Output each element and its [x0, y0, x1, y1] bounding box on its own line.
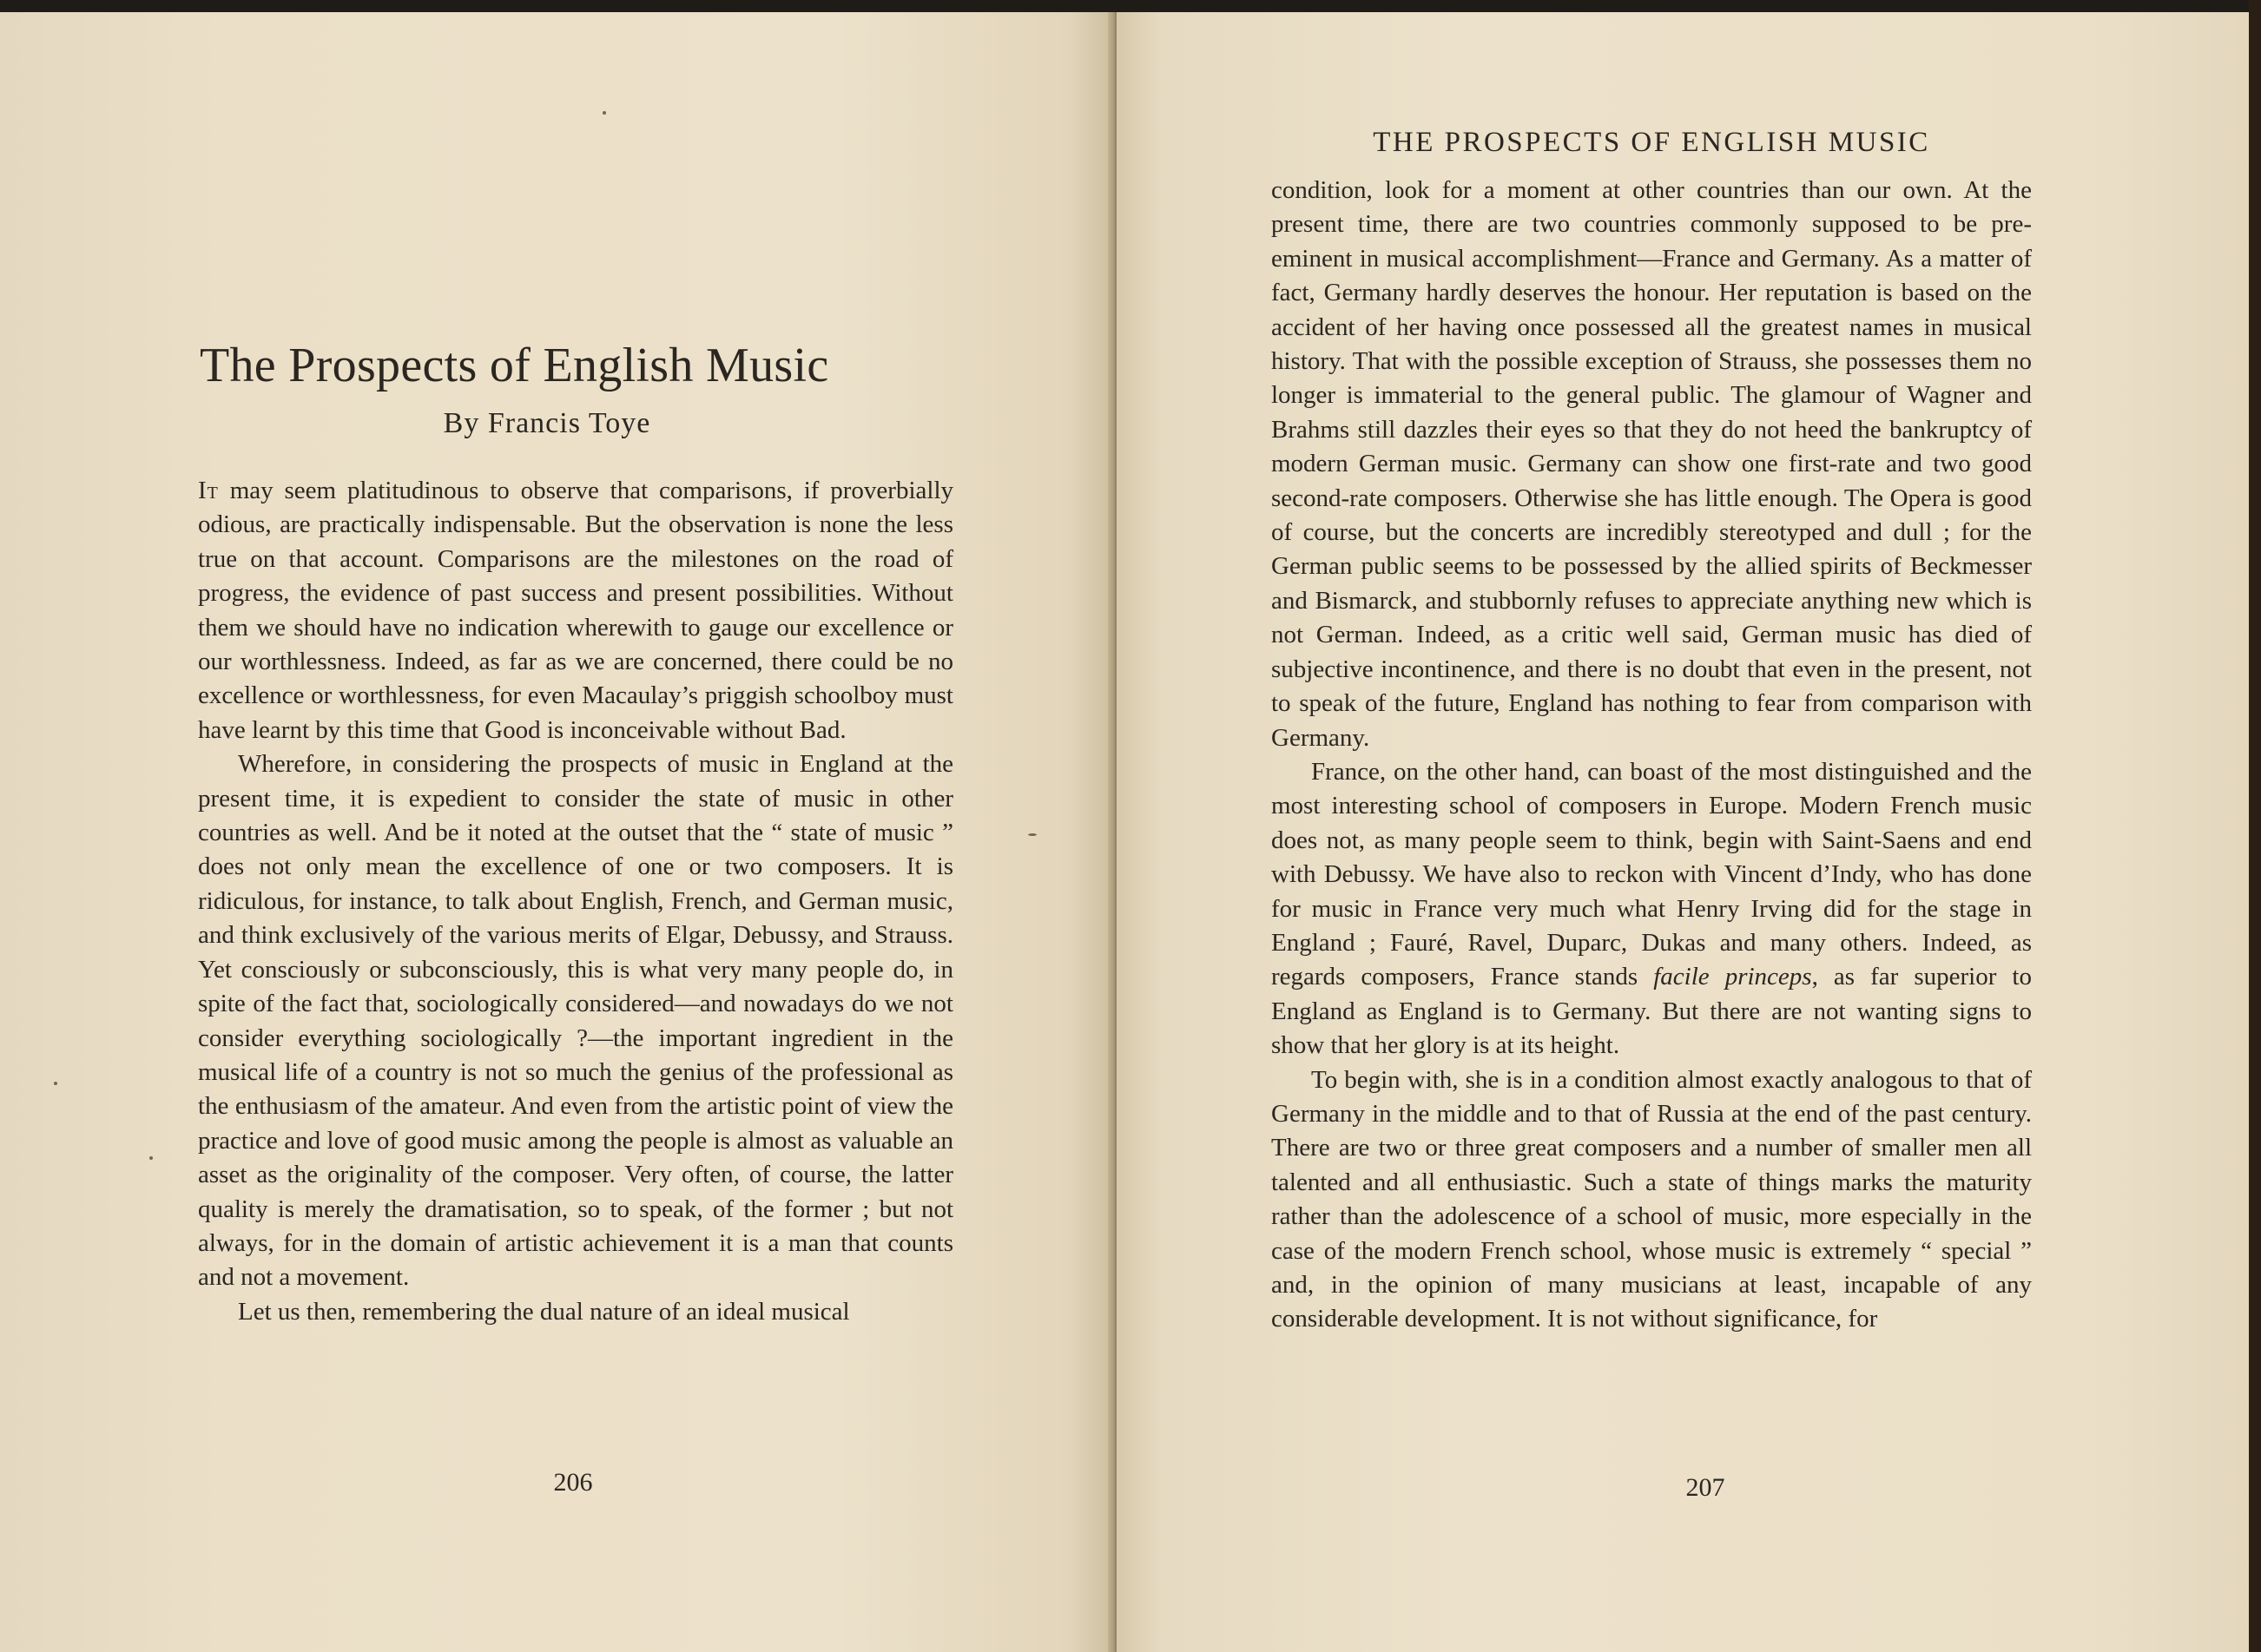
paper-speck — [1028, 833, 1037, 836]
page-edge-shadow — [2249, 0, 2261, 1652]
paper-speck — [603, 111, 606, 115]
latin-phrase: facile princeps — [1653, 963, 1812, 991]
right-page-body — [1271, 174, 2032, 1337]
closing-paragraph: To begin with, she is in a condition almost exactly analogous to that of Germany in the middle and to that of Russia at the end of the past century. There are two or three great composers and a number of smaller men all talented and all enthusiastic. Such a state of things marks the maturity rather than the adolescence of a school of music, more especially in the case of the modern French school, whose music is extremely “ special ” and, in the opinion of many musicians at least, incapable of any considerable development. It is not without significance, for — [1271, 1065, 2032, 1333]
paragraph-1 — [198, 474, 953, 747]
running-head: THE PROSPECTS OF ENGLISH MUSIC — [1373, 127, 1930, 158]
paper-speck — [54, 1082, 57, 1085]
france-text-after: , as far superior to England as England is to Germany. But there are not wanting signs to show that her glory is at its height. — [1271, 963, 2032, 1060]
france-text-before: France, on the other hand, can boast of the most distinguished and the most interesting school of composers in Europe. Modern French music does not, as many people seem to think, begin with Saint-Saens and end with Debussy. We have also to reckon with Vincent d’Indy, who has done for music in France very much what Henry Irving did for the stage in England ; Fauré, Ravel, Duparc, Dukas and many others. Indeed, as regards composers, France stands — [1271, 757, 2032, 991]
article-title: The Prospects of English Music — [200, 339, 829, 392]
left-page-body — [198, 474, 953, 1329]
continuation-paragraph: condition, look for a moment at other countries than our own. At the present time, there are two countries commonly supposed to be pre-eminent in musical accomplishment—France and Germany. As a matter of fact, Germany hardly deserves the honour. Her reputation is based on the accident of her having once possessed all the greatest names in musical history. That with the possible exception of Strauss, she possesses them no longer is immaterial to the general public. The glamour of Wagner and Brahms still dazzles their eyes so that they do not heed the bankruptcy of modern German music. Germany can show one first-rate and two good second-rate composers. Otherwise she has little enough. The Opera is good of course, but the concerts are incredibly stereotyped and dull ; for the German public seems to be possessed by the allied spirits of Beckmesser and Bismarck, and stubbornly refuses to appreciate anything new which is not German. Indeed, as a critic well said, German music has died of subjective incontinence, and there is no doubt that even in the present, not to speak of the future, England has nothing to fear from comparison with Germany. — [1271, 176, 2032, 752]
paragraph-2: Wherefore, in considering the prospects of music in England at the present time, it is expedient to consider the state of music in other countries as well. And be it noted at the outset that the “ state of music ” does not only mean the excellence of one or two composers. It is ridiculous, for instance, to talk about English, French, and German music, and think exclusively of the various merits of Elgar, Debussy, and Strauss. Yet consciously or subconsciously, this is what very many people do, in spite of the fact that, sociologically considered—and nowadays do we not consider everything sociologically ?—the important ingredient in the musical life of a country is not so much the genius of the professional as the enthusiasm of the amateur. And even from the artistic point of view the practice and love of good music among the people is almost as valuable an asset as the originality of the composer. Very often, of course, the latter quality is merely the dramatisation, so to speak, of the former ; but not always, for in the domain of artistic achievement it is a man that counts and not a movement. — [198, 750, 953, 1292]
left-page — [0, 12, 1113, 1652]
paper-speck — [149, 1156, 153, 1160]
article-byline: By Francis Toye — [443, 407, 651, 439]
france-paragraph — [1271, 755, 2032, 1063]
dropcap-word: It — [198, 477, 219, 504]
page-number-right: 207 — [1685, 1473, 1725, 1502]
paragraph-3: Let us then, remembering the dual nature of an ideal musical — [238, 1297, 850, 1326]
right-page — [1117, 12, 2261, 1652]
paragraph-1-text: may seem platitudinous to observe that comparisons, if proverbially odious, are practically indispensable. But the observation is none the less true on that account. Comparisons are the milestones on the road of progress, the evidence of past success and present possibilities. Without them we should have no indication wherewith to gauge our excellence or our worthlessness. Indeed, as far as we are concerned, there could be no excellence or worthlessness, for even Macaulay’s priggish schoolboy must have learnt by this time that Good is inconceivable without Bad. — [198, 477, 953, 744]
page-number-left: 206 — [553, 1468, 593, 1497]
